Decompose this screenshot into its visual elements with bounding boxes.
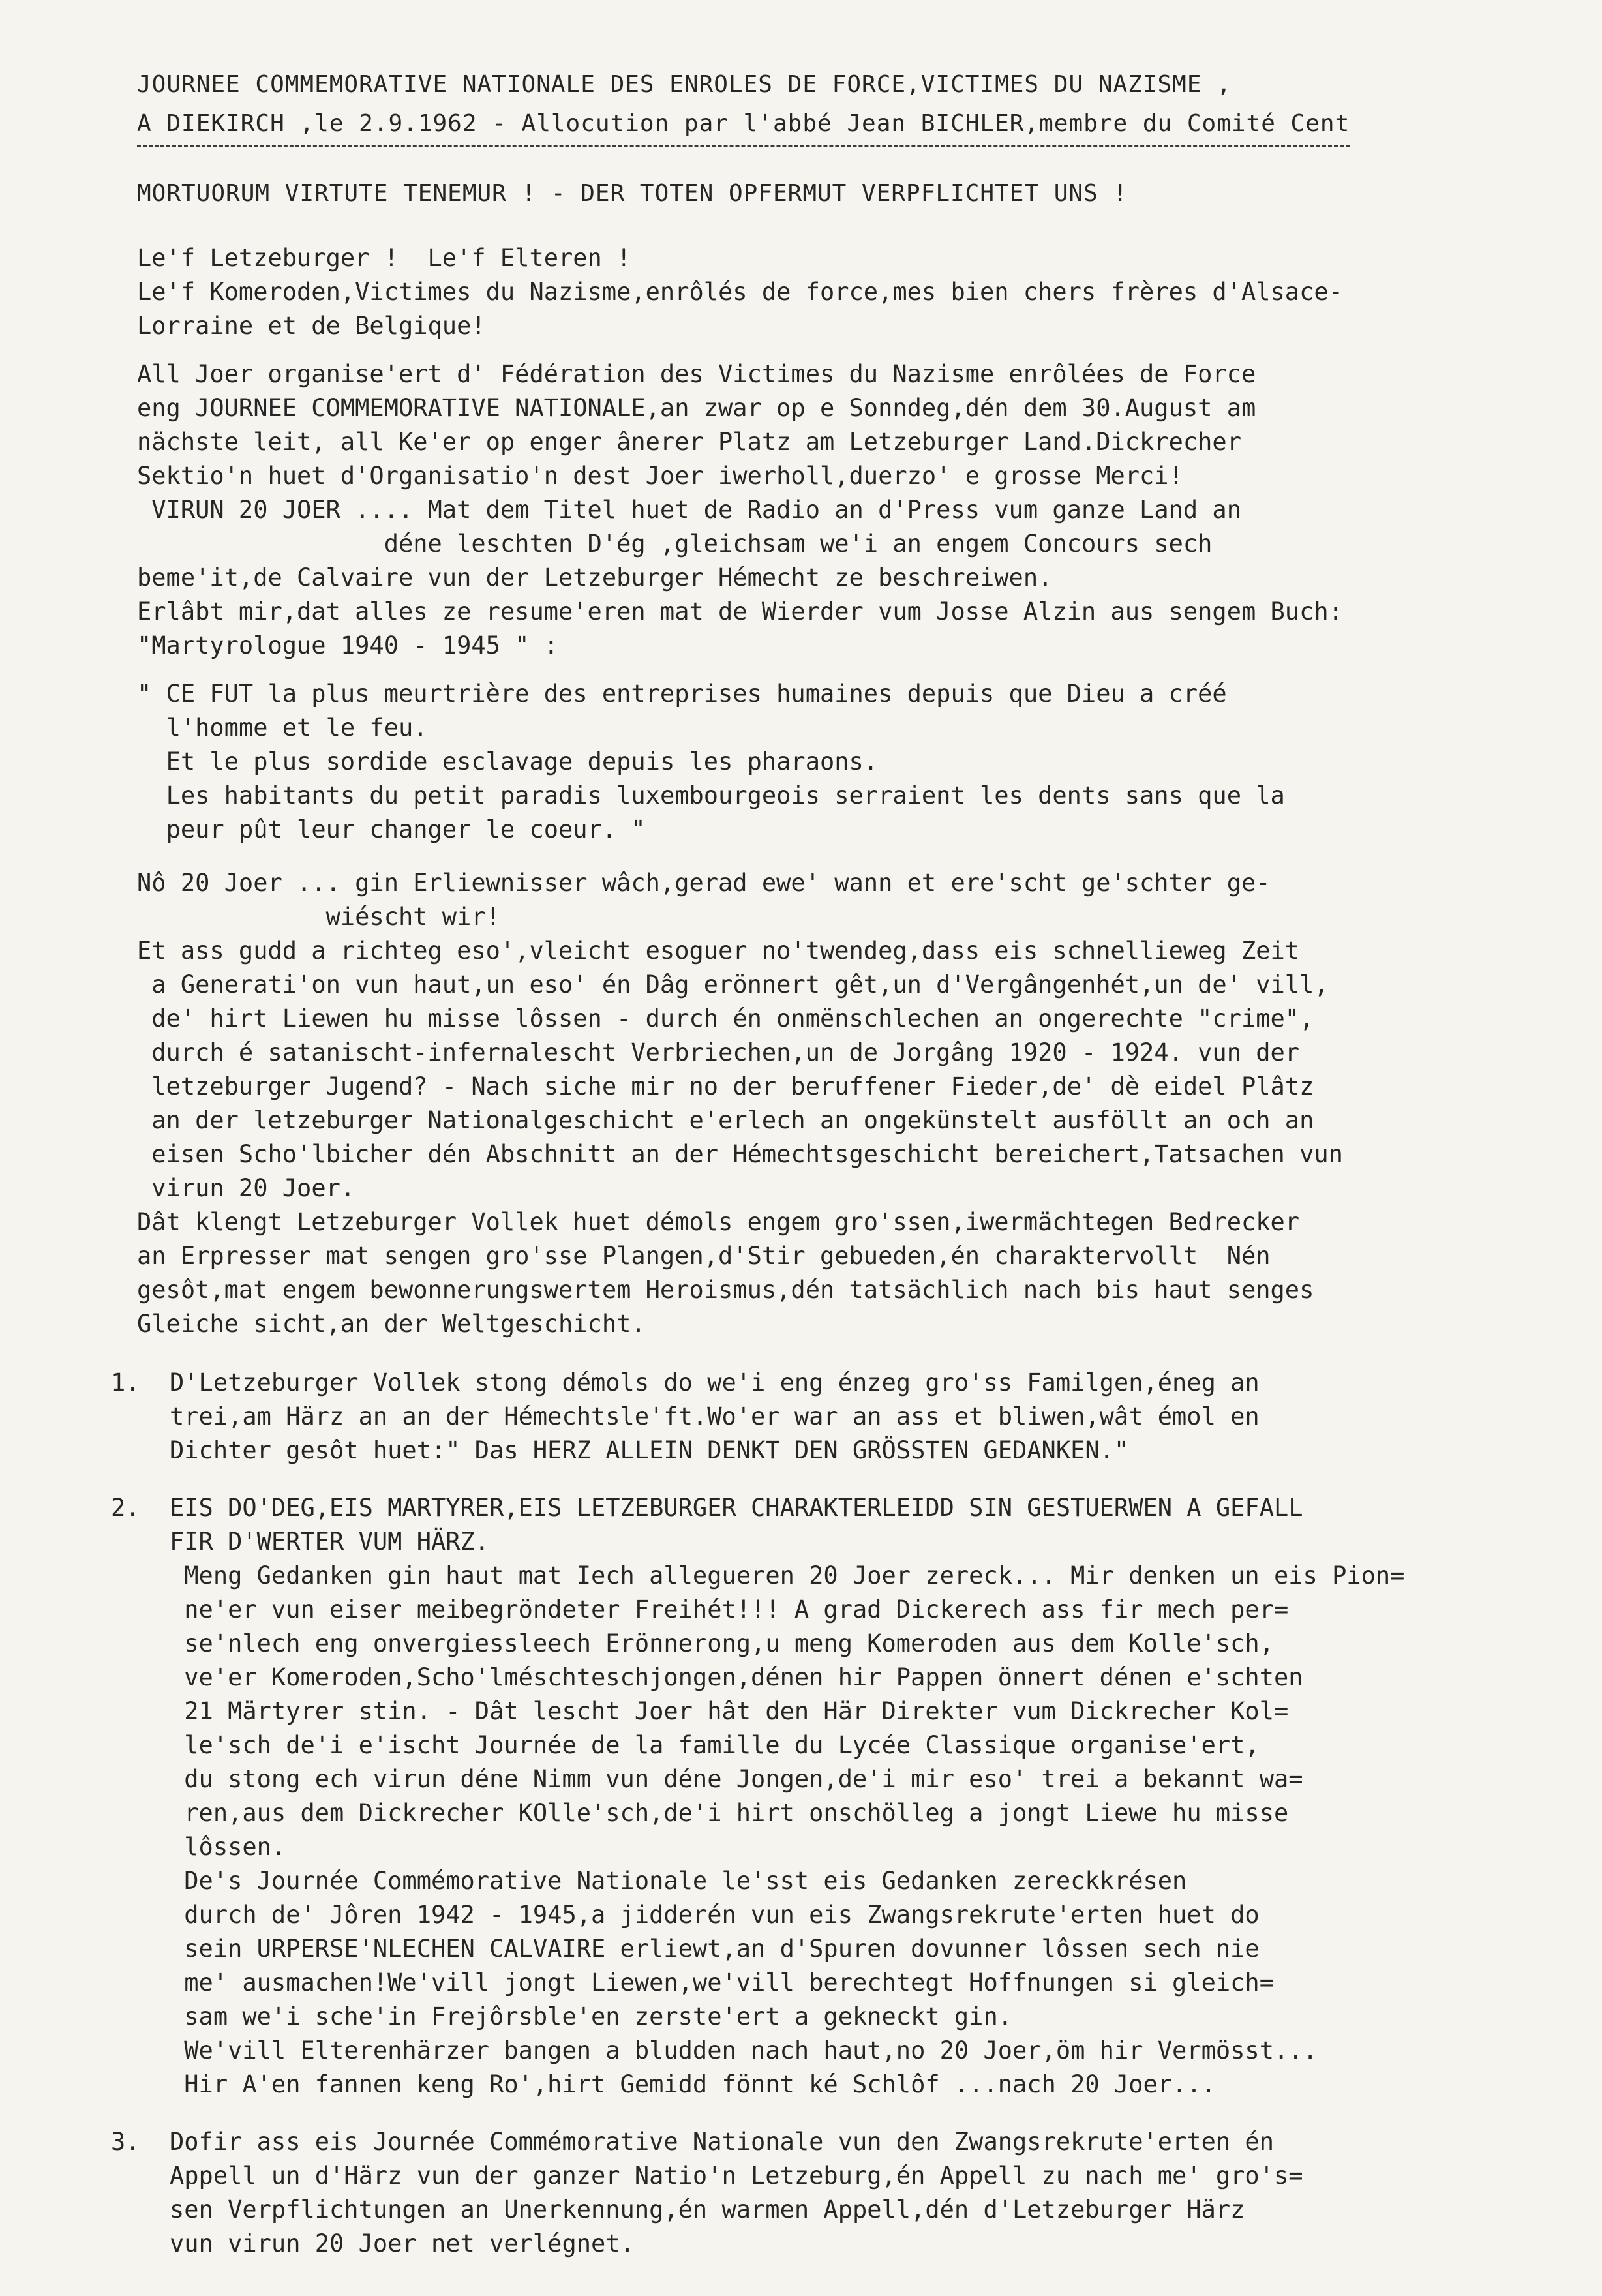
document-body <box>111 241 1546 2284</box>
quote-block: " CE FUT la plus meurtrière des entreprises humaines depuis que Dieu a créé l'homme et le feu. Et le plus sordide esclavage depuis les pharaons. Les habitants du petit paradis luxembourgeois serraient les dents sans que la peur pût leur changer le coeur. " <box>137 680 1285 843</box>
numbered-item-1 <box>111 1366 1546 1468</box>
paragraph-intro: All Joer organise'ert d' Fédération des Victimes du Nazisme enrôlées de Force eng JOURNEE COMMEMORATIVE NATIONALE,an zwar op e Sonndeg,dén dem 30.August am nächste leit, all Ke'er op enger ânerer Platz am Letzeburger Land.Dickrecher Sektio'n huet d'Organisatio'n dest Joer iwerholl,duerzo' e grosse Merci! VIRUN 20 JOER .... Mat dem Titel huet de Radio an d'Press vum ganze Land an déne leschten D'ég ,gleichsam we'i an engem Concours sech beme'it,de Calvaire vun der Letzeburger Hémecht ze beschreiwen. Erlâbt mir,dat alles ze resume'eren mat de Wierder vum Josse Alzin aus sengem Buch: "Martyrologue 1940 - 1945 " : <box>137 360 1343 659</box>
item-number: 3. <box>111 2128 140 2156</box>
header-line-1: JOURNEE COMMEMORATIVE NATIONALE DES ENROLES DE FORCE,VICTIMES DU NAZISME , <box>137 71 1232 98</box>
item-text: EIS DO'DEG,EIS MARTYRER,EIS LETZEBURGER CHARAKTERLEIDD SIN GESTUERWEN A GEFALL FIR D'WERTER VUM HÄRZ. Meng Gedanken gin haut mat Iech allegueren 20 Joer zereck... Mir denken un eis Pion= ne'er vun eiser meibegröndeter Freihét!!! A grad Dickerech ass fir mech per= se'nlech eng onvergiessleech Erönnerong,u meng Komeroden aus dem Kolle'sch, ve'er Komeroden,Scho'lméschteschjongen,dénen hir Pappen önnert dénen e'schten 21 Märtyrer stin. - Dât lescht Joer hât den Här Direkter vum Dickrecher Kol= le'sch de'i e'ischt Journée de la famille du Lycée Classique organise'ert, du stong ech virun déne Nimm vun déne Jongen,de'i mir eso' trei a bekannt wa= ren,aus dem Dickrecher KOlle'sch,de'i hirt onschölleg a jongt Liewe hu misse lôssen. De's Journée Commémorative Nationale le'sst eis Gedanken zereckkrésen durch de' Jôren 1942 - 1945,a jidderén vun eis Zwangsrekrute'erten huet do sein URPERSE'NLECHEN CALVAIRE erliewt,an d'Spuren dovunner lôssen sech nie me' ausmachen!We'vill jongt Liewen,we'vill berechtegt Hoffnungen si gleich= sam we'i sche'in Frejôrsble'en zerste'ert a gekneckt gin. We'vill Elterenhärzer bangen a bludden nach haut,no 20 Joer,öm hir Vermösst... Hir A'en fannen keng Ro',hirt Gemidd fönnt ké Schlôf ...nach 20 Joer... <box>170 1494 1405 2098</box>
item-text: D'Letzeburger Vollek stong démols do we'i eng énzeg gro'ss Familgen,éneg an trei,am Härz an an der Hémechtsle'ft.Wo'er war an ass et bliwen,wât émol en Dichter gesôt huet:" Das HERZ ALLEIN DENKT DEN GRÖSSTEN GEDANKEN." <box>170 1368 1260 1464</box>
item-number: 2. <box>111 1494 140 1522</box>
numbered-item-3 <box>111 2125 1546 2261</box>
header-line-2: A DIEKIRCH ,le 2.9.1962 - Allocution par l'abbé Jean BICHLER,membre du Comité Cent <box>137 104 1350 147</box>
item-number: 1. <box>111 1368 140 1397</box>
item-text: Dofir ass eis Journée Commémorative Nationale vun den Zwangsrekrute'erten én Appell un d'Härz vun der ganzer Natio'n Letzeburg,én Appell zu nach me' gro's= sen Verpflichtungen an Unerkennung,én warmen Appell,dén d'Letzeburger Härz vun virun 20 Joer net verlégnet. <box>170 2128 1303 2258</box>
motto: MORTUORUM VIRTUTE TENEMUR ! - DER TOTEN OPFERMUT VERPFLICHTET UNS ! <box>137 180 1128 207</box>
greeting: Le'f Letzeburger ! Le'f Elteren ! Le'f Komeroden,Victimes du Nazisme,enrôlés de force,mes bien chers frères d'Alsace- Lorraine et de Belgique! <box>137 244 1343 340</box>
document-header <box>137 65 1546 147</box>
paragraph-main: Nô 20 Joer ... gin Erliewnisser wâch,gerad ewe' wann et ere'scht ge'schter ge- wiéscht wir! Et ass gudd a richteg eso',vleicht esoguer no'twendeg,dass eis schnellieweg Zeit a Generati'on vun haut,un eso' én Dâg erönnert gêt,un d'Vergângenhét,un de' vill, de' hirt Liewen hu misse lôssen - durch én onmënschlechen an ongerechte "crime", durch é satanischt-infernalescht Verbriechen,un de Jorgâng 1920 - 1924. vun der letzeburger Jugend? - Nach siche mir no der beruffener Fieder,de' dè eidel Plâtz an der letzeburger Nationalgeschicht e'erlech an ongekünstelt ausföllt an och an eisen Scho'lbicher dén Abschnitt an der Hémechtsgeschicht bereichert,Tatsachen vun virun 20 Joer. Dât klengt Letzeburger Vollek huet démols engem gro'ssen,iwermächtegen Bedrecker an Erpresser mat sengen gro'sse Plangen,d'Stir gebueden,én charaktervollt Nén gesôt,mat engem bewonnerungswertem Heroismus,dén tatsächlich nach bis haut senges Gleiche sicht,an der Weltgeschicht. <box>137 869 1343 1338</box>
numbered-item-2 <box>111 1491 1546 2102</box>
